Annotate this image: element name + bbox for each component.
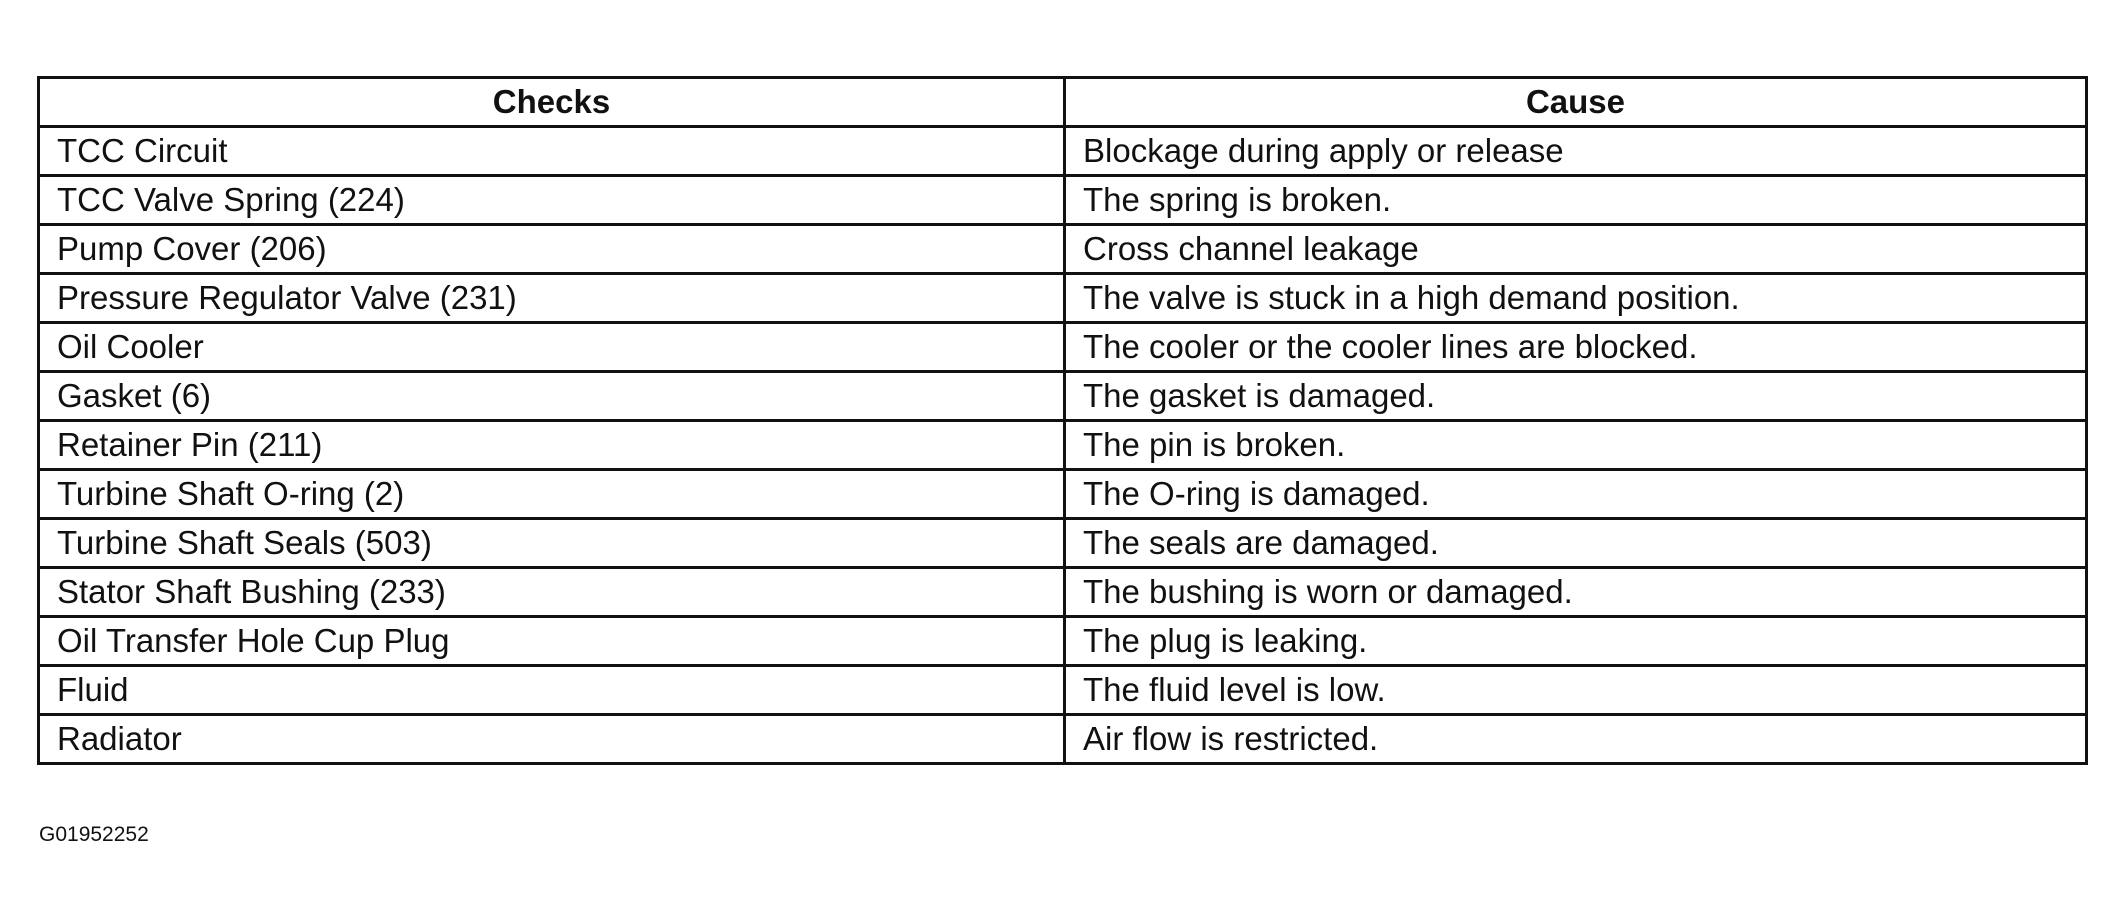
check-cell: Pump Cover (206) (39, 225, 1065, 274)
cause-cell: The fluid level is low. (1065, 666, 2087, 715)
check-cell: Turbine Shaft Seals (503) (39, 519, 1065, 568)
table-row (39, 323, 2087, 372)
column-header-cause: Cause (1065, 78, 2087, 127)
cause-cell: The O-ring is damaged. (1065, 470, 2087, 519)
table-row (39, 421, 2087, 470)
check-cell: Oil Cooler (39, 323, 1065, 372)
check-cell: Stator Shaft Bushing (233) (39, 568, 1065, 617)
table-row (39, 225, 2087, 274)
check-cell: Retainer Pin (211) (39, 421, 1065, 470)
cause-cell: The cooler or the cooler lines are blocked. (1065, 323, 2087, 372)
check-cell: TCC Valve Spring (224) (39, 176, 1065, 225)
check-cell: Oil Transfer Hole Cup Plug (39, 617, 1065, 666)
table-row (39, 176, 2087, 225)
cause-cell: The plug is leaking. (1065, 617, 2087, 666)
cause-cell: The seals are damaged. (1065, 519, 2087, 568)
check-cell: TCC Circuit (39, 127, 1065, 176)
table-row (39, 127, 2087, 176)
table-row (39, 568, 2087, 617)
table-row (39, 666, 2087, 715)
table-row (39, 372, 2087, 421)
table-row (39, 617, 2087, 666)
checks-cause-table (37, 76, 2088, 765)
cause-cell: Cross channel leakage (1065, 225, 2087, 274)
table-row (39, 715, 2087, 764)
cause-cell: The pin is broken. (1065, 421, 2087, 470)
cause-cell: The bushing is worn or damaged. (1065, 568, 2087, 617)
check-cell: Gasket (6) (39, 372, 1065, 421)
check-cell: Fluid (39, 666, 1065, 715)
cause-cell: Blockage during apply or release (1065, 127, 2087, 176)
cause-cell: Air flow is restricted. (1065, 715, 2087, 764)
table-header-row (39, 78, 2087, 127)
check-cell: Radiator (39, 715, 1065, 764)
check-cell: Pressure Regulator Valve (231) (39, 274, 1065, 323)
cause-cell: The spring is broken. (1065, 176, 2087, 225)
cause-cell: The valve is stuck in a high demand position. (1065, 274, 2087, 323)
table-row (39, 470, 2087, 519)
table-row (39, 519, 2087, 568)
check-cell: Turbine Shaft O-ring (2) (39, 470, 1065, 519)
column-header-checks: Checks (39, 78, 1065, 127)
cause-cell: The gasket is damaged. (1065, 372, 2087, 421)
figure-id: G01952252 (39, 823, 149, 846)
table-row (39, 274, 2087, 323)
checks-cause-table-container (37, 76, 2085, 765)
